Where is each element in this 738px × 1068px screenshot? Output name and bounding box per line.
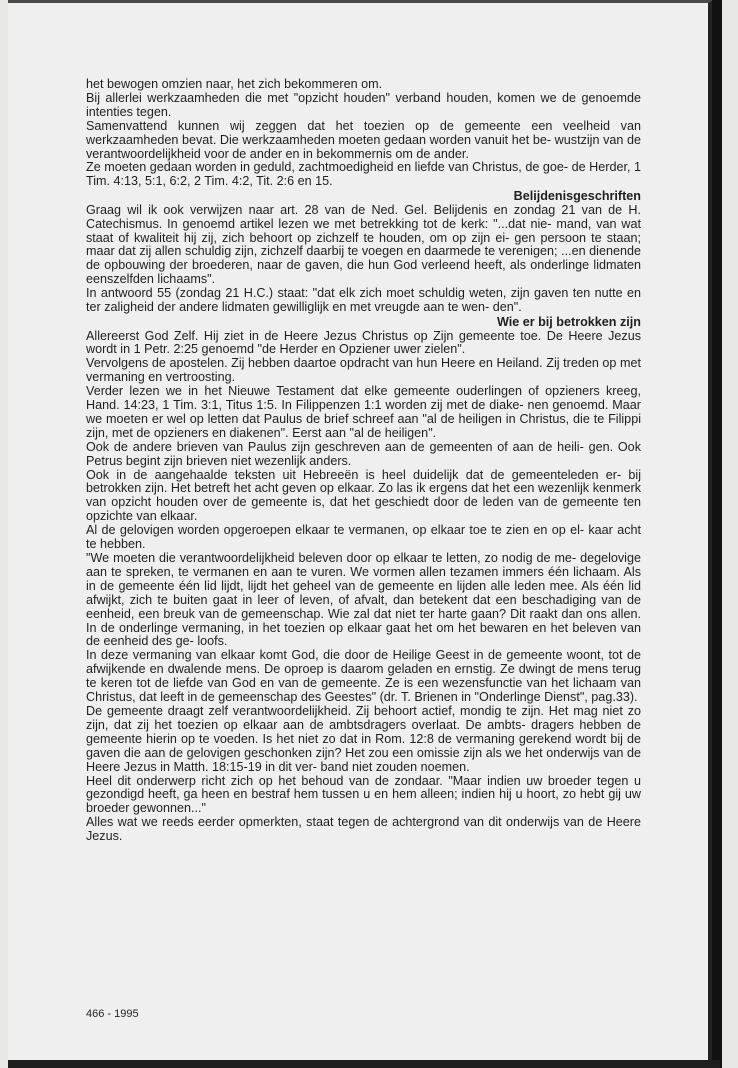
paragraph: Ook de andere brieven van Paulus zijn geschreven aan de gemeenten of aan de heili- gen. Ook Petrus begint zijn brieven niet wezenlijk anders. xyxy=(86,439,641,468)
page-bottom-shadow xyxy=(8,1060,720,1068)
paragraph: Ook in de aangehaalde teksten uit Hebreeën is heel duidelijk dat de gemeenteleden er- bij betrokken zijn. Het betreft het acht geven op elkaar. Zo las ik ergens dat het een wezenlijk kenmerk van opzicht houden over de gemeente is, dat het geschiedt door de leden van de gemeente ten opzichte van elkaar. xyxy=(86,467,641,524)
paragraph: het bewogen omzien naar, het zich bekommeren om. xyxy=(86,77,383,91)
paragraph: Al de gelovigen worden opgeroepen elkaar te vermanen, op elkaar toe te zien en op el- kaar acht te hebben. xyxy=(86,523,641,552)
article-body xyxy=(86,78,641,844)
section-heading-belijdenisgeschriften: Belijdenisgeschriften xyxy=(513,189,641,204)
paragraph: Ze moeten gedaan worden in geduld, zachtmoedigheid en liefde van Christus, de goe- de Herder, 1 Tim. 4:13, 5:1, 6:2, 2 Tim. 4:2, Tit. 2:6 en 15. xyxy=(86,160,641,189)
paragraph: Heel dit onderwerp richt zich op het behoud van de zondaar. "Maar indien uw broeder tegen u gezondigd heeft, ga heen en bestraf hem tussen u en hem alleen; indien hij u hoort, zo hebt gij uw broeder gewonnen..." xyxy=(86,773,641,816)
paragraph: Verder lezen we in het Nieuwe Testament dat elke gemeente ouderlingen of opzieners kreeg, Hand. 14:23, 1 Tim. 3:1, Titus 1:5. In Filippenzen 1:1 worden zij met de diake- nen genoemd. Maar we moeten er wel op letten dat Paulus de brief schreef aan "al de heiligen in Christus, die te Filippi zijn, met de opzieners en diakenen". Eerst aan "al de heiligen". xyxy=(86,384,641,440)
page-edge-shadow xyxy=(712,0,722,1068)
page-number: 466 - 1995 xyxy=(86,1008,139,1020)
paragraph: De gemeente draagt zelf verantwoordelijkheid. Zij behoort actief, mondig te zijn. Het mag niet zo zijn, dat zij het toezien op elkaar aan de ambtsdragers overlaat. De ambts- dragers hebben de gemeente hierin op te voeden. Is het niet zo dat in Rom. 12:8 de vermaning gerekend wordt bij de gaven die aan de gelovigen geschonken zijn? Het zou een omissie zijn als we het onderwijs van de Heere Jezus in Matth. 18:15-19 in dit ver- band niet zouden noemen. xyxy=(86,703,641,774)
paragraph: In antwoord 55 (zondag 21 H.C.) staat: "dat elk zich moet schuldig weten, zijn gaven ten nutte en ter zaligheid der andere lidmaten gewilliglijk en met vreugde aan te wen- den". xyxy=(86,286,641,315)
paragraph: Bij allerlei werkzaamheden die met "opzicht houden" verband houden, komen we de genoemde intenties tegen. xyxy=(86,90,641,119)
paragraph: Alles wat we reeds eerder opmerkten, staat tegen de achtergrond van dit onderwijs van de Heere Jezus. xyxy=(86,815,641,844)
paragraph: Vervolgens de apostelen. Zij hebben daartoe opdracht van hun Heere en Heiland. Zij treden op met vermaning en vertroosting. xyxy=(86,356,641,385)
section-heading-betrokken: Wie er bij betrokken zijn xyxy=(496,315,641,329)
paragraph: "We moeten die verantwoordelijkheid beleven door op elkaar te letten, zo nodig de me- degelovige aan te spreken, te vermanen en aan te vuren. We vormen allen tezamen immers één lichaam. Als in de gemeente één lid lijdt, lijdt het geheel van de gemeente en lijden alle leden mee. Als één lid afwijkt, zich te buiten gaat in leer of leven, of afvalt, dan betekent dat een beschadiging van de eenheid, een breuk van de gemeenschap. Wie zal dat niet ter harte gaan? Dit raakt dan ons allen. In de onderlinge vermaning, in het toezien op elkaar gaat het om het bewaren en het beleven van de eenheid des ge- loofs. xyxy=(86,551,641,649)
paragraph: Samenvattend kunnen wij zeggen dat het toezien op de gemeente een veelheid van werkzaamheden bevat. Die werkzaamheden moeten gedaan worden vanuit het be- wustzijn van de verantwoordelijkheid voor de ander en in bekommernis om de ander. xyxy=(86,118,641,161)
paragraph: In deze vermaning van elkaar komt God, die door de Heilige Geest in de gemeente woont, tot de afwijkende en dwalende mens. De oproep is daarom geladen en ernstig. Ze dwingt de mens terug te keren tot de liefde van God en van de gemeente. Ze is een wezensfunctie van het lichaam van Christus, dat leeft in de gemeenschap des Geestes" (dr. T. Brienen in "Onderlinge Dienst", pag.33). xyxy=(86,648,641,705)
paragraph: Graag wil ik ook verwijzen naar art. 28 van de Ned. Gel. Belijdenis en zondag 21 van de H. Catechismus. In genoemd artikel lezen we met betrekking tot de kerk: "...dat nie- mand, van wat staat of kwaliteit hij zij, zich behoort op zichzelf te houden, om op zijn ei- gen persoon te staan; maar dat zij allen schuldig zijn, zichzelf daarbij te voegen en daarmede te verenigen; ...en dienende de opbouwing der broederen, naar de gaven, die hun God verleend heeft, als onderlinge lidmaten eenszelfden lichaams". xyxy=(86,202,641,287)
paragraph: Allereerst God Zelf. Hij ziet in de Heere Jezus Christus op Zijn gemeente toe. De Heere Jezus wordt in 1 Petr. 2:25 genoemd "de Herder en Opziener uwer zielen". xyxy=(86,328,641,357)
